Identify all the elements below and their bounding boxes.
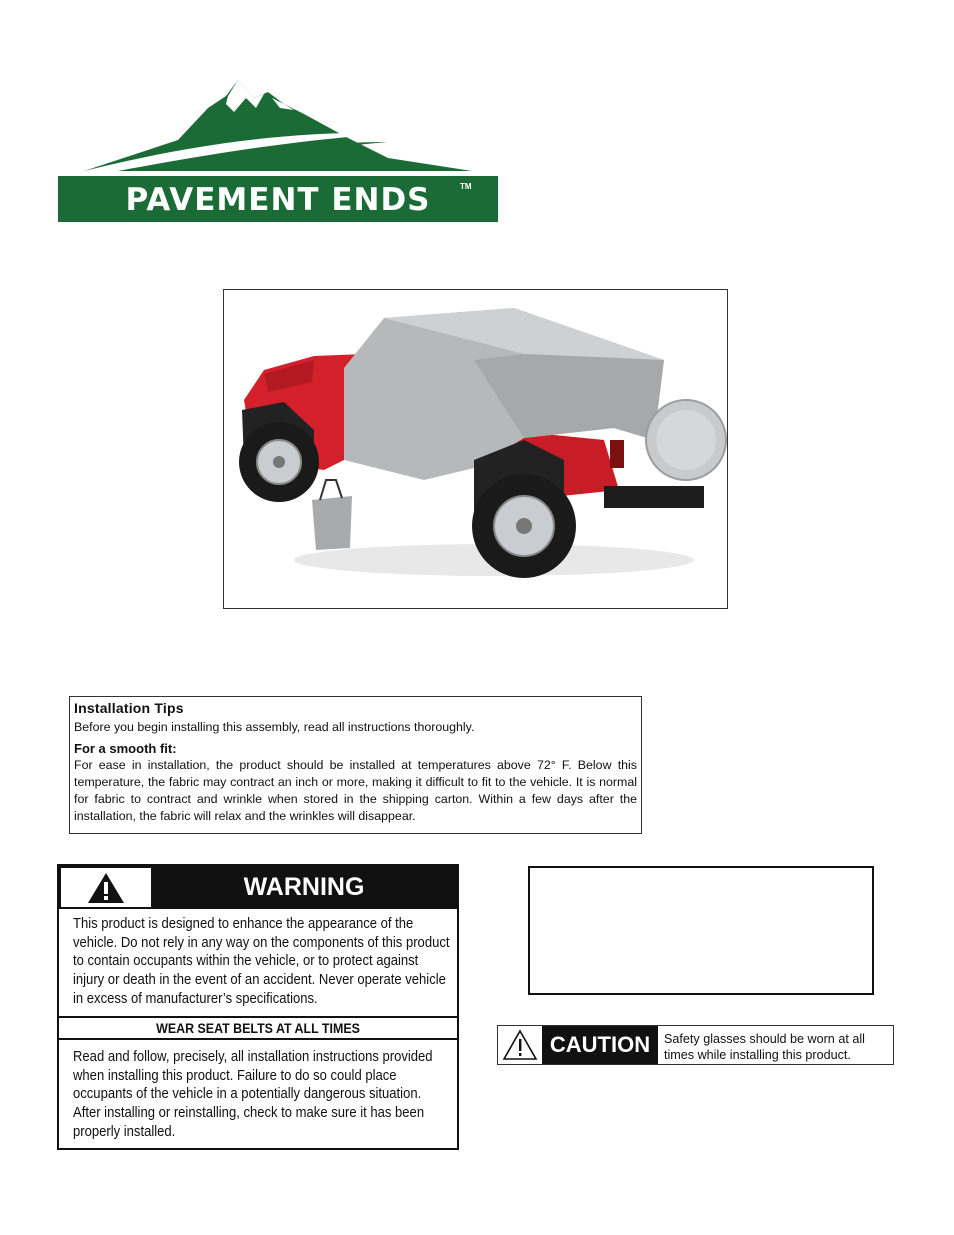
- caution-box: [497, 1025, 894, 1065]
- vehicle-cover-photo: [224, 290, 727, 608]
- brand-bar: [58, 176, 498, 222]
- brand-logo: [58, 78, 498, 224]
- exclamation-triangle-icon: [61, 868, 151, 907]
- smooth-fit-subtitle: For a smooth fit:: [74, 741, 177, 756]
- warning-divider: [59, 1038, 457, 1040]
- warning-icon-cell: [61, 868, 151, 907]
- caution-text: Safety glasses should be worn at all times while installing this product.: [664, 1032, 865, 1062]
- warning-title: WARNING: [243, 873, 365, 901]
- installation-tips-intro: Before you begin installing this assembly, read all instructions thoroughly.: [74, 720, 475, 734]
- warning-header: [59, 866, 457, 909]
- trademark-mark: TM: [460, 182, 472, 191]
- exclamation-triangle-icon: [498, 1026, 542, 1064]
- warning-paragraph-1: This product is designed to enhance the appearance of the vehicle. Do not rely in any way on the components of this product to contain occupants within the vehicle, or to protect against injury or death in the event of an accident. Never operate vehicle in excess of manufacturer’s specifications.: [73, 916, 450, 1007]
- seat-belt-band: WEAR SEAT BELTS AT ALL TIMES: [156, 1020, 360, 1036]
- mountain-logo-graphic: [58, 78, 498, 178]
- caution-label: CAUTION: [542, 1026, 658, 1064]
- installation-tips-box: [69, 696, 642, 834]
- product-photo-frame: [223, 289, 728, 609]
- warning-paragraph-2: Read and follow, precisely, all installation instructions provided when installing this product. Failure to do so could place occupants of the vehicle in a potentially dangerous situation. After installing or reinstalling, check to make sure it has been properly installed.: [73, 1049, 433, 1140]
- warning-box: [57, 864, 459, 1150]
- installation-tips-title: Installation Tips: [74, 700, 184, 716]
- brand-name: PAVEMENT ENDS: [125, 182, 431, 218]
- smooth-fit-body: For ease in installation, the product should be installed at temperatures above 72° F. Below this temperature, the fabric may contract an inch or more, making it difficult to fit to the vehicle. It is normal for fabric to contract and wrinkle when stored in the shipping carton. Within a few days after the installation, the fabric will relax and the wrinkles will disappear.: [74, 758, 637, 823]
- blank-note-box: [528, 866, 874, 995]
- caution-icon-cell: [498, 1026, 542, 1064]
